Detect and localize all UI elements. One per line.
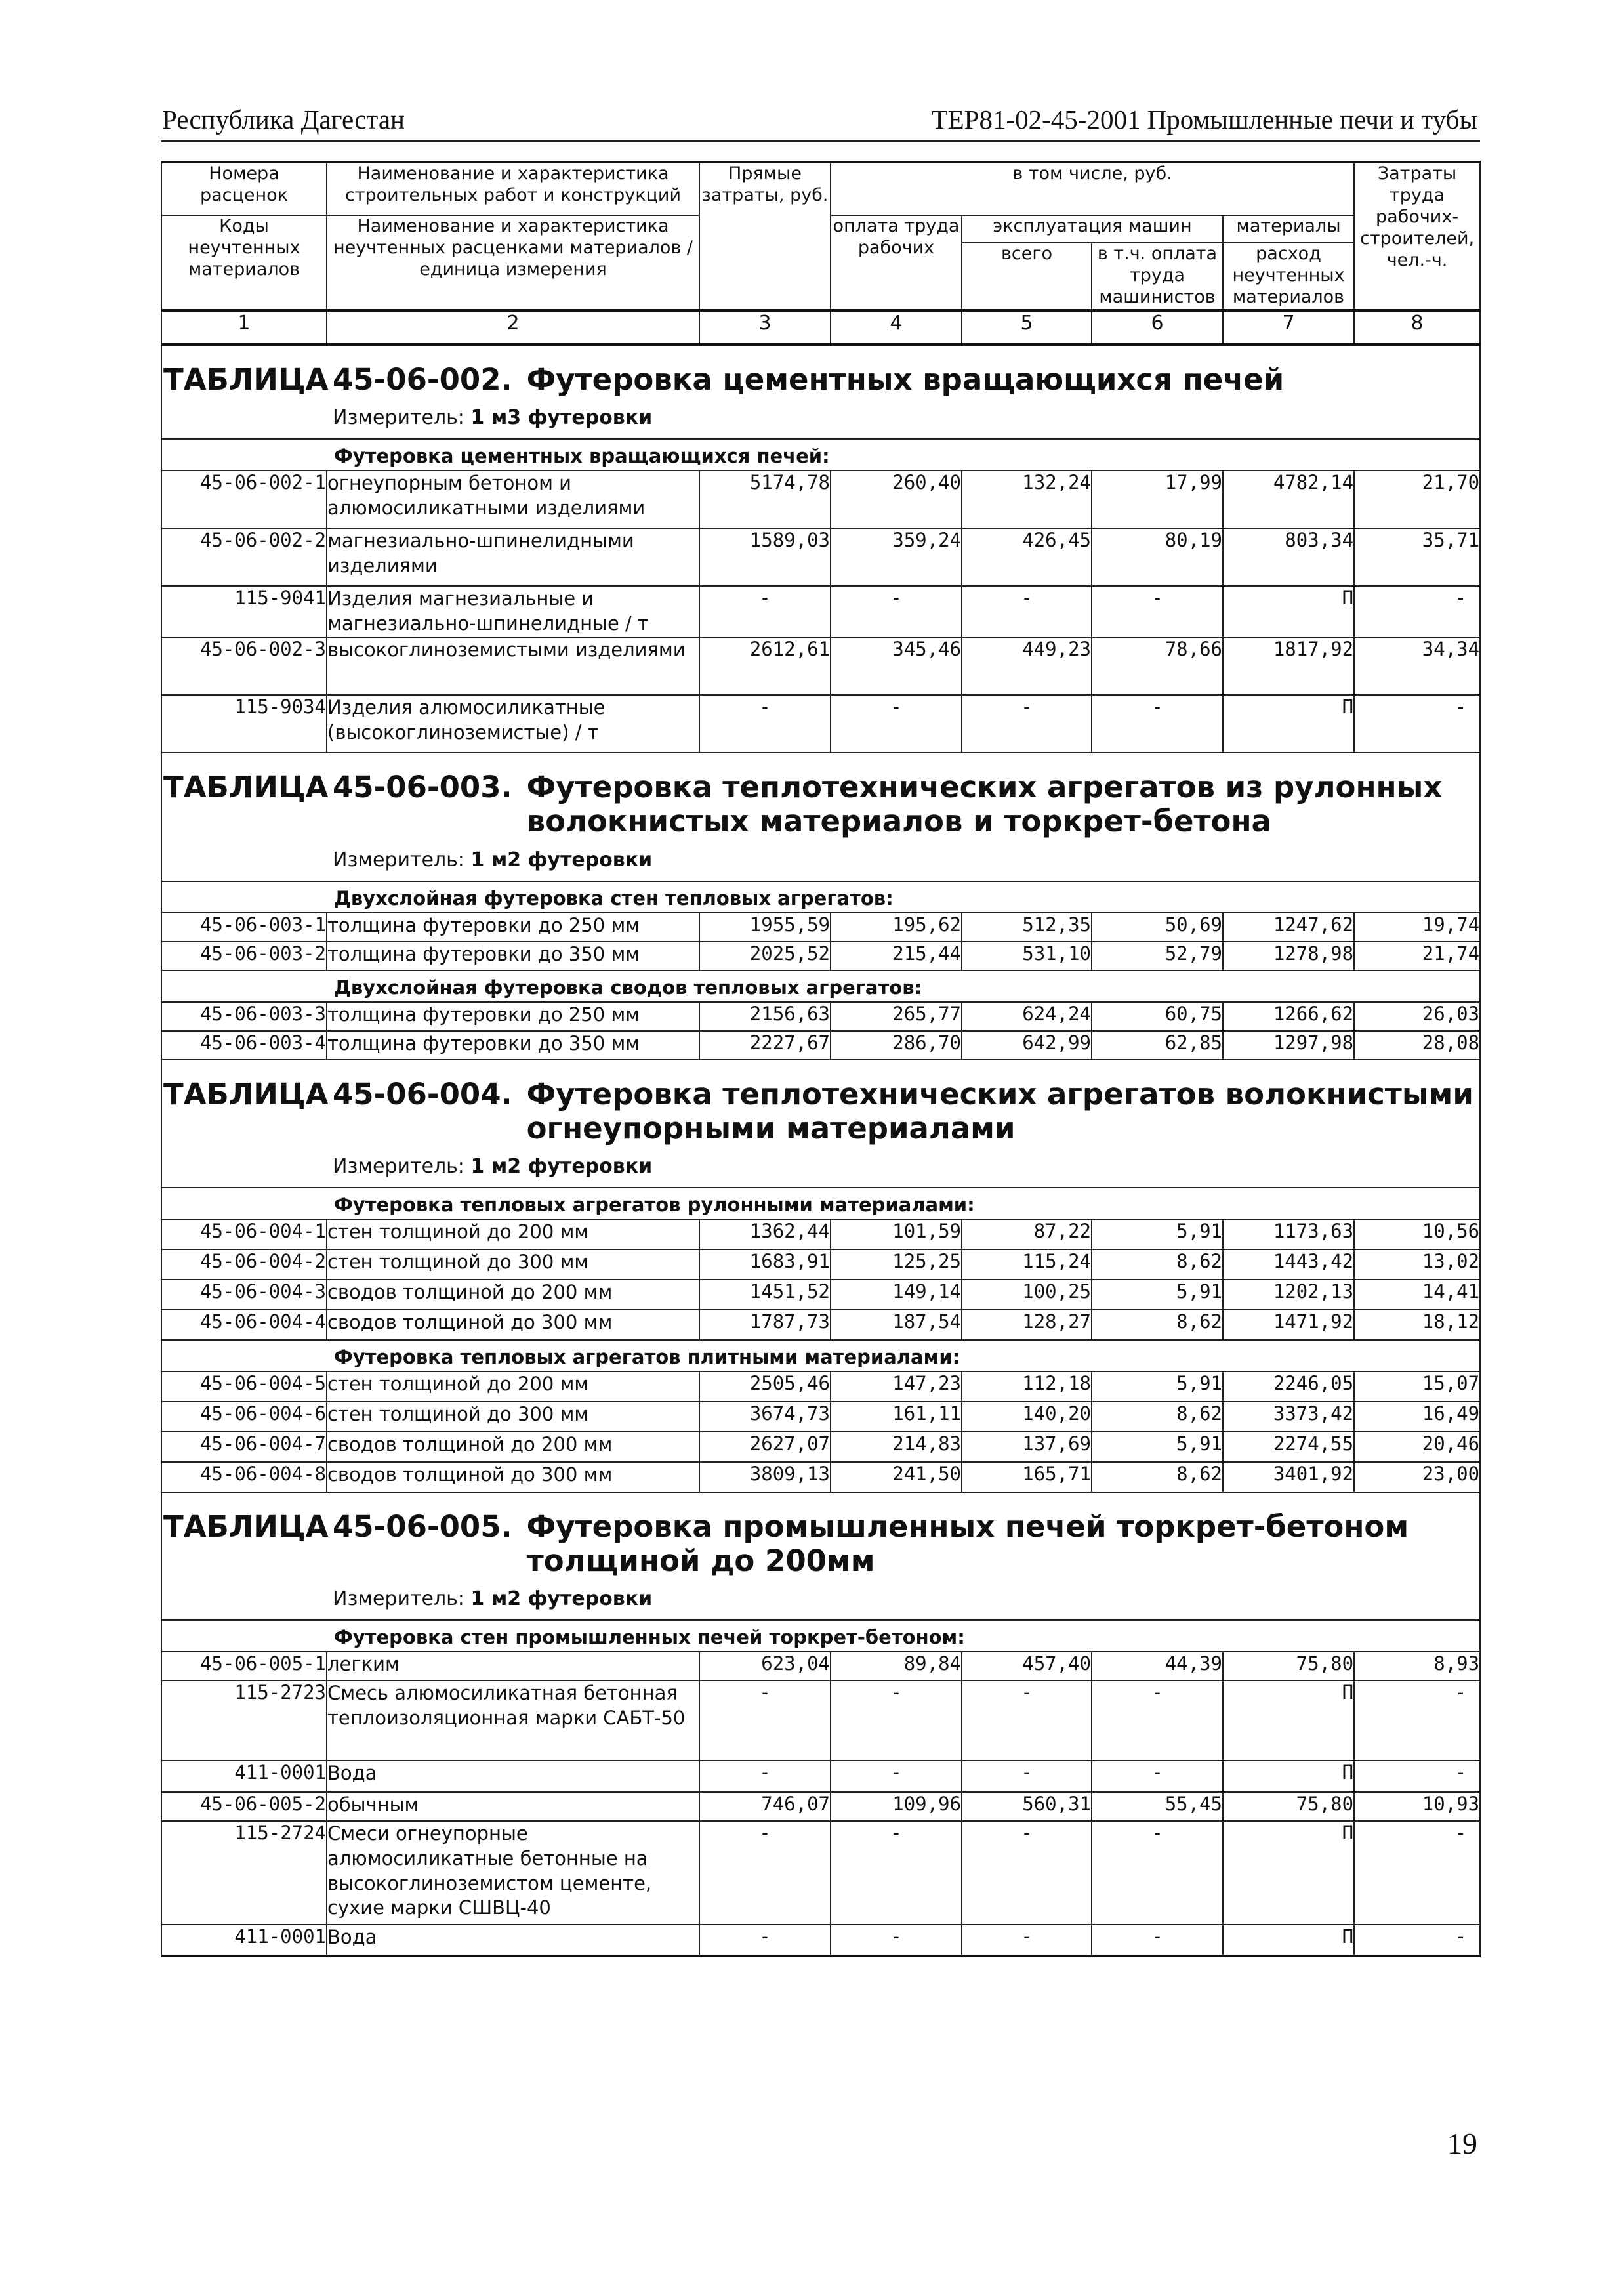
value-c8: 8,93 (1354, 1652, 1480, 1680)
work-name: сводов толщиной до 300 мм (327, 1310, 699, 1340)
value-c8: - (1354, 1680, 1480, 1761)
table-number: 45-06-005. (333, 1509, 512, 1544)
rate-code: 45-06-004-5 (161, 1371, 327, 1402)
rate-code: 411-0001 (161, 1925, 327, 1956)
value-c8: 34,34 (1354, 637, 1480, 695)
table-row (161, 1402, 1480, 1432)
col-number-2: 2 (327, 310, 699, 344)
value-c6: - (1092, 1680, 1223, 1761)
rate-code: 45-06-002-1 (161, 470, 327, 528)
table-row (161, 1680, 1480, 1761)
col2-header-bottom: Наименование и характеристика неучтенных расценками материалов / единица измерения (327, 215, 699, 310)
value-c3: 2612,61 (699, 637, 831, 695)
value-c8: - (1354, 695, 1480, 753)
value-c6: 5,91 (1092, 1371, 1223, 1402)
col-number-5: 5 (962, 310, 1092, 344)
work-name: толщина футеровки до 250 мм (327, 913, 699, 942)
rate-code: 115-2723 (161, 1680, 327, 1761)
measure-cell (161, 839, 1480, 881)
value-c8: 10,56 (1354, 1219, 1480, 1249)
value-c4: 286,70 (831, 1031, 962, 1060)
value-c5: 426,45 (962, 528, 1092, 586)
value-c8: - (1354, 1925, 1480, 1956)
value-c3: - (699, 1821, 831, 1925)
value-c8: 26,03 (1354, 1002, 1480, 1031)
value-c5: 457,40 (962, 1652, 1092, 1680)
rate-code: 45-06-003-4 (161, 1031, 327, 1060)
rate-code: 45-06-005-2 (161, 1792, 327, 1821)
value-c3: - (699, 1925, 831, 1956)
value-c7: 1173,63 (1223, 1219, 1354, 1249)
measure-value: 1 м3 футеровки (470, 406, 653, 430)
work-name: легким (327, 1652, 699, 1680)
value-c6: - (1092, 1761, 1223, 1792)
value-c7: 803,34 (1223, 528, 1354, 586)
col-number-6: 6 (1092, 310, 1223, 344)
value-c7: П (1223, 1761, 1354, 1792)
table-title (162, 363, 1479, 397)
measure-label: Измеритель: (333, 1587, 464, 1611)
running-header-left: Республика Дагестан (162, 104, 405, 135)
value-c8: 14,41 (1354, 1280, 1480, 1310)
rate-code: 115-9034 (161, 695, 327, 753)
rate-code: 45-06-002-3 (161, 637, 327, 695)
section-subtitle-row (161, 971, 1480, 1002)
value-c7: 75,80 (1223, 1792, 1354, 1821)
value-c7: П (1223, 695, 1354, 753)
work-name: сводов толщиной до 200 мм (327, 1432, 699, 1462)
value-c4: 125,25 (831, 1249, 962, 1280)
value-c6: - (1092, 1925, 1223, 1956)
value-c6: 5,91 (1092, 1432, 1223, 1462)
rate-code: 45-06-003-1 (161, 913, 327, 942)
table-row (161, 528, 1480, 586)
measure-label: Измеритель: (333, 848, 464, 871)
value-c6: 78,66 (1092, 637, 1223, 695)
work-name: Изделия магнезиальные и магнезиально-шпинелидные / т (327, 586, 699, 637)
value-c6: 8,62 (1092, 1402, 1223, 1432)
value-c8: 16,49 (1354, 1402, 1480, 1432)
rate-code: 45-06-005-1 (161, 1652, 327, 1680)
table-row (161, 1432, 1480, 1462)
value-c3: 3674,73 (699, 1402, 831, 1432)
measure-row (161, 839, 1480, 881)
value-c6: 8,62 (1092, 1462, 1223, 1492)
value-c8: 28,08 (1354, 1031, 1480, 1060)
col7-header: расход неучтенных материалов (1223, 243, 1354, 310)
value-c8: 21,70 (1354, 470, 1480, 528)
value-c4: 161,11 (831, 1402, 962, 1432)
value-c5: - (962, 695, 1092, 753)
value-c7: 1247,62 (1223, 913, 1354, 942)
section-subtitle: Футеровка цементных вращающихся печей: (161, 439, 1480, 470)
rate-code: 45-06-003-2 (161, 942, 327, 971)
value-c7: 1817,92 (1223, 637, 1354, 695)
section-subtitle: Футеровка тепловых агрегатов плитными материалами: (161, 1340, 1480, 1371)
value-c5: 128,27 (962, 1310, 1092, 1340)
rate-code: 115-2724 (161, 1821, 327, 1925)
value-c6: 44,39 (1092, 1652, 1223, 1680)
value-c7: 1278,98 (1223, 942, 1354, 971)
table-title-cell (161, 1060, 1480, 1146)
value-c4: 359,24 (831, 528, 962, 586)
measure-value: 1 м2 футеровки (470, 1587, 653, 1611)
measure-value: 1 м2 футеровки (470, 848, 653, 871)
col5-header: всего (962, 243, 1092, 310)
work-name: Изделия алюмосиликатные (высокоглиноземистые) / т (327, 695, 699, 753)
value-c3: 2505,46 (699, 1371, 831, 1402)
table-title-cell (161, 1492, 1480, 1578)
work-name: магнезиально-шпинелидными изделиями (327, 528, 699, 586)
running-header-right: ТЕР81-02-45-2001 Промышленные печи и тубы (931, 104, 1477, 135)
table-row (161, 637, 1480, 695)
value-c5: 642,99 (962, 1031, 1092, 1060)
value-c6: - (1092, 695, 1223, 753)
value-c3: 3809,13 (699, 1462, 831, 1492)
value-c4: 345,46 (831, 637, 962, 695)
value-c5: 137,69 (962, 1432, 1092, 1462)
col2-header-top: Наименование и характеристика строительных работ и конструкций (327, 162, 699, 215)
value-c4: 101,59 (831, 1219, 962, 1249)
table-title-row (161, 1492, 1480, 1578)
table-label: ТАБЛИЦА (163, 362, 329, 397)
value-c5: 132,24 (962, 470, 1092, 528)
col4-header: оплата труда рабочих (831, 215, 962, 310)
col3-header: Прямые затраты, руб. (699, 162, 831, 310)
value-c5: 560,31 (962, 1792, 1092, 1821)
value-c3: 2156,63 (699, 1002, 831, 1031)
rate-code: 45-06-004-4 (161, 1310, 327, 1340)
value-c5: - (962, 586, 1092, 637)
header-rule (161, 140, 1480, 142)
table-row (161, 586, 1480, 637)
table-row (161, 1249, 1480, 1280)
table-title-cell (161, 344, 1480, 397)
value-c3: 1683,91 (699, 1249, 831, 1280)
value-c8: - (1354, 1761, 1480, 1792)
rate-code: 45-06-004-8 (161, 1462, 327, 1492)
work-name: стен толщиной до 200 мм (327, 1371, 699, 1402)
work-name: толщина футеровки до 250 мм (327, 1002, 699, 1031)
value-c4: - (831, 1761, 962, 1792)
value-c5: 512,35 (962, 913, 1092, 942)
table-label: ТАБЛИЦА (163, 1076, 329, 1112)
value-c5: 100,25 (962, 1280, 1092, 1310)
work-name: обычным (327, 1792, 699, 1821)
value-c7: 1266,62 (1223, 1002, 1354, 1031)
section-subtitle-row (161, 881, 1480, 913)
rate-code: 115-9041 (161, 586, 327, 637)
value-c7: 1297,98 (1223, 1031, 1354, 1060)
value-c4: 265,77 (831, 1002, 962, 1031)
value-c6: 62,85 (1092, 1031, 1223, 1060)
value-c4: 195,62 (831, 913, 962, 942)
measure-cell (161, 1146, 1480, 1188)
value-c6: - (1092, 1821, 1223, 1925)
measure-row (161, 1578, 1480, 1620)
value-c4: 109,96 (831, 1792, 962, 1821)
measure-cell (161, 1578, 1480, 1620)
value-c7: П (1223, 1680, 1354, 1761)
table-number: 45-06-004. (333, 1076, 512, 1112)
table-title (162, 770, 1479, 839)
value-c7: П (1223, 1925, 1354, 1956)
col-number-8: 8 (1354, 310, 1480, 344)
value-c5: 112,18 (962, 1371, 1092, 1402)
rate-code: 411-0001 (161, 1761, 327, 1792)
table-number: 45-06-002. (333, 362, 512, 397)
table-label: ТАБЛИЦА (163, 770, 329, 805)
value-c5: 449,23 (962, 637, 1092, 695)
measure-cell (161, 397, 1480, 439)
work-name: Вода (327, 1761, 699, 1792)
table-label: ТАБЛИЦА (163, 1509, 329, 1544)
value-c3: - (699, 1680, 831, 1761)
section-subtitle: Футеровка стен промышленных печей торкрет-бетоном: (161, 1620, 1480, 1652)
rate-code: 45-06-002-2 (161, 528, 327, 586)
value-c3: 2227,67 (699, 1031, 831, 1060)
value-c7: 3373,42 (1223, 1402, 1354, 1432)
value-c5: - (962, 1925, 1092, 1956)
section-subtitle-row (161, 439, 1480, 470)
value-c3: 1787,73 (699, 1310, 831, 1340)
value-c3: - (699, 586, 831, 637)
rate-code: 45-06-004-6 (161, 1402, 327, 1432)
work-name: стен толщиной до 300 мм (327, 1249, 699, 1280)
value-c5: - (962, 1821, 1092, 1925)
value-c4: 149,14 (831, 1280, 962, 1310)
table-row (161, 1031, 1480, 1060)
value-c3: 5174,78 (699, 470, 831, 528)
value-c8: 23,00 (1354, 1462, 1480, 1492)
value-c3: 746,07 (699, 1792, 831, 1821)
value-c6: 52,79 (1092, 942, 1223, 971)
value-c6: 5,91 (1092, 1280, 1223, 1310)
value-c7: П (1223, 1821, 1354, 1925)
col1-header-bottom: Коды неучтенных материалов (161, 215, 327, 310)
table-row (161, 1310, 1480, 1340)
value-c4: - (831, 1925, 962, 1956)
table-title-text: Футеровка теплотехнических агрегатов из рулонных волокнистых материалов и торкрет-бетона (526, 770, 1443, 839)
table-row (161, 1462, 1480, 1492)
value-c6: 50,69 (1092, 913, 1223, 942)
value-c5: - (962, 1680, 1092, 1761)
value-c4: - (831, 695, 962, 753)
group-header-incl: в том числе, руб. (831, 162, 1354, 215)
rate-code: 45-06-004-2 (161, 1249, 327, 1280)
value-c3: - (699, 695, 831, 753)
table-row (161, 470, 1480, 528)
table-row (161, 942, 1480, 971)
value-c7: 1202,13 (1223, 1280, 1354, 1310)
table-title (162, 1510, 1479, 1578)
value-c3: 1451,52 (699, 1280, 831, 1310)
measure-label: Измеритель: (333, 1154, 464, 1178)
value-c8: - (1354, 1821, 1480, 1925)
value-c4: 260,40 (831, 470, 962, 528)
section-subtitle-row (161, 1620, 1480, 1652)
value-c6: 8,62 (1092, 1310, 1223, 1340)
table-title (162, 1077, 1479, 1146)
table-row (161, 1652, 1480, 1680)
value-c6: 8,62 (1092, 1249, 1223, 1280)
value-c8: 18,12 (1354, 1310, 1480, 1340)
value-c3: - (699, 1761, 831, 1792)
value-c3: 1955,59 (699, 913, 831, 942)
value-c7: 75,80 (1223, 1652, 1354, 1680)
value-c6: 17,99 (1092, 470, 1223, 528)
work-name: толщина футеровки до 350 мм (327, 1031, 699, 1060)
value-c5: 531,10 (962, 942, 1092, 971)
table-title-text: Футеровка промышленных печей торкрет-бетоном толщиной до 200мм (526, 1509, 1409, 1579)
table-title-text: Футеровка теплотехнических агрегатов волокнистыми огнеупорными материалами (526, 1076, 1473, 1146)
work-name: огнеупорным бетоном и алюмосиликатными изделиями (327, 470, 699, 528)
value-c8: 20,46 (1354, 1432, 1480, 1462)
value-c5: 165,71 (962, 1462, 1092, 1492)
value-c4: 147,23 (831, 1371, 962, 1402)
section-subtitle: Двухслойная футеровка стен тепловых агрегатов: (161, 881, 1480, 913)
table-row (161, 1761, 1480, 1792)
rate-code: 45-06-003-3 (161, 1002, 327, 1031)
table-row (161, 1792, 1480, 1821)
value-c6: 55,45 (1092, 1792, 1223, 1821)
col-number-7: 7 (1223, 310, 1354, 344)
value-c3: 1362,44 (699, 1219, 831, 1249)
table-title-text: Футеровка цементных вращающихся печей (526, 362, 1285, 397)
work-name: Смесь алюмосиликатная бетонная теплоизоляционная марки САБТ-50 (327, 1680, 699, 1761)
measure-row (161, 1146, 1480, 1188)
value-c5: 115,24 (962, 1249, 1092, 1280)
table-number: 45-06-003. (333, 770, 512, 805)
col-number-1: 1 (161, 310, 327, 344)
value-c3: 2627,07 (699, 1432, 831, 1462)
value-c8: 21,74 (1354, 942, 1480, 971)
table-row (161, 1219, 1480, 1249)
rate-code: 45-06-004-3 (161, 1280, 327, 1310)
col1-header-top: Номера расценок (161, 162, 327, 215)
value-c7: 4782,14 (1223, 470, 1354, 528)
value-c3: 1589,03 (699, 528, 831, 586)
value-c4: 89,84 (831, 1652, 962, 1680)
value-c8: 13,02 (1354, 1249, 1480, 1280)
value-c6: 5,91 (1092, 1219, 1223, 1249)
work-name: Вода (327, 1925, 699, 1956)
value-c6: - (1092, 586, 1223, 637)
value-c4: 241,50 (831, 1462, 962, 1492)
table-row (161, 1002, 1480, 1031)
value-c4: 215,44 (831, 942, 962, 971)
work-name: высокоглиноземистыми изделиями (327, 637, 699, 695)
value-c3: 2025,52 (699, 942, 831, 971)
value-c8: 19,74 (1354, 913, 1480, 942)
table-title-row (161, 1060, 1480, 1146)
value-c8: 35,71 (1354, 528, 1480, 586)
value-c5: 87,22 (962, 1219, 1092, 1249)
value-c5: 140,20 (962, 1402, 1092, 1432)
table-row (161, 695, 1480, 753)
table-row (161, 913, 1480, 942)
value-c4: 214,83 (831, 1432, 962, 1462)
value-c6: 60,75 (1092, 1002, 1223, 1031)
work-name: сводов толщиной до 300 мм (327, 1462, 699, 1492)
value-c8: 10,93 (1354, 1792, 1480, 1821)
value-c6: 80,19 (1092, 528, 1223, 586)
work-name: толщина футеровки до 350 мм (327, 942, 699, 971)
table-row (161, 1925, 1480, 1956)
value-c7: 3401,92 (1223, 1462, 1354, 1492)
work-name: стен толщиной до 300 мм (327, 1402, 699, 1432)
group-header-machines: эксплуатация машин (962, 215, 1223, 243)
value-c8: - (1354, 586, 1480, 637)
section-subtitle-row (161, 1188, 1480, 1219)
work-name: сводов толщиной до 200 мм (327, 1280, 699, 1310)
measure-label: Измеритель: (333, 406, 464, 430)
value-c7: 1443,42 (1223, 1249, 1354, 1280)
value-c4: 187,54 (831, 1310, 962, 1340)
table-row (161, 1280, 1480, 1310)
col8-header: Затраты труда рабочих-строителей, чел.-ч. (1354, 162, 1480, 310)
value-c7: П (1223, 586, 1354, 637)
rate-code: 45-06-004-7 (161, 1432, 327, 1462)
value-c3: 623,04 (699, 1652, 831, 1680)
table-title-row (161, 344, 1480, 397)
col-number-4: 4 (831, 310, 962, 344)
value-c7: 2274,55 (1223, 1432, 1354, 1462)
value-c8: 15,07 (1354, 1371, 1480, 1402)
table-title-cell (161, 753, 1480, 839)
value-c4: - (831, 1821, 962, 1925)
section-subtitle-row (161, 1340, 1480, 1371)
value-c7: 1471,92 (1223, 1310, 1354, 1340)
rate-code: 45-06-004-1 (161, 1219, 327, 1249)
value-c4: - (831, 1680, 962, 1761)
section-subtitle: Футеровка тепловых агрегатов рулонными материалами: (161, 1188, 1480, 1219)
value-c7: 2246,05 (1223, 1371, 1354, 1402)
value-c4: - (831, 586, 962, 637)
page-number: 19 (1447, 2127, 1477, 2160)
table-row (161, 1821, 1480, 1925)
table-row (161, 1371, 1480, 1402)
col-number-3: 3 (699, 310, 831, 344)
work-name: Смеси огнеупорные алюмосиликатные бетонные на высокоглиноземистом цементе, сухие марки СШВЦ-40 (327, 1821, 699, 1925)
work-name: стен толщиной до 200 мм (327, 1219, 699, 1249)
rates-table (161, 161, 1481, 1957)
value-c5: - (962, 1761, 1092, 1792)
section-subtitle: Двухслойная футеровка сводов тепловых агрегатов: (161, 971, 1480, 1002)
measure-value: 1 м2 футеровки (470, 1154, 653, 1178)
table-title-row (161, 753, 1480, 839)
value-c5: 624,24 (962, 1002, 1092, 1031)
group-header-materials: материалы (1223, 215, 1354, 243)
measure-row (161, 397, 1480, 439)
col6-header: в т.ч. оплата труда машинистов (1092, 243, 1223, 310)
